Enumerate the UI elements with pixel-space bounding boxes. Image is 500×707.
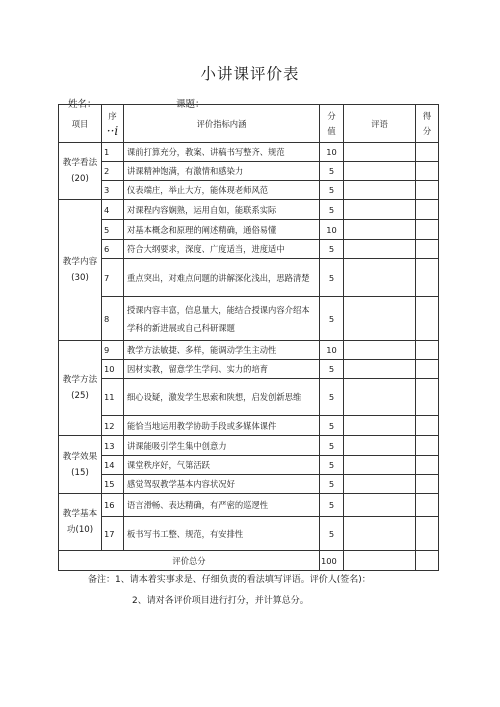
comment-cell[interactable] [344,379,416,416]
table-row [59,143,439,162]
comment-cell[interactable] [344,416,416,436]
header-number-top: 序 [108,110,117,121]
header-score [320,105,344,143]
comment-cell[interactable] [344,297,416,341]
note-1: 备注：1、请本着实事求是、仔细负责的看法填写评语。评价人(签名)： [88,575,371,585]
group-cell [59,143,102,200]
comment-cell[interactable] [344,494,416,517]
table-row [59,416,439,436]
comment-cell[interactable] [344,240,416,259]
total-label: 评价总分 [59,551,320,571]
comment-cell[interactable] [344,360,416,379]
group-cell [59,200,102,341]
row-number: 11 [102,379,124,416]
row-number: 3 [102,181,124,200]
comment-cell[interactable] [344,220,416,240]
row-score: 5 [320,475,344,494]
row-score: 5 [320,494,344,517]
row-indicator: 对课程内容娴熟，运用自如，能联系实际 [124,200,320,220]
comment-cell[interactable] [344,143,416,162]
points-cell[interactable] [416,517,439,551]
table-row [59,240,439,259]
row-score: 10 [320,341,344,360]
group-weight: (15) [71,467,89,478]
row-score: 5 [320,379,344,416]
header-number [102,105,124,143]
group-name: 教学效果 [62,451,98,462]
group-weight: (20) [71,174,89,184]
points-cell[interactable] [416,416,439,436]
comment-cell[interactable] [344,475,416,494]
row-indicator: 因材实教，留意学生学问、实力的培育 [124,360,320,379]
row-indicator: 讲课能吸引学生集中创意力 [124,436,320,456]
comment-cell[interactable] [344,200,416,220]
row-number: 10 [102,360,124,379]
row-score: 5 [320,297,344,341]
topic-label: 课题： [176,99,205,110]
points-cell[interactable] [416,162,439,181]
points-cell[interactable] [416,456,439,475]
points-cell[interactable] [416,360,439,379]
points-cell[interactable] [416,297,439,341]
row-indicator: 课堂秩序好，气第活跃 [124,456,320,475]
total-points-cell[interactable] [416,551,439,571]
form-title: 小讲课评价表 [200,65,300,83]
group-name: 教学方法 [62,375,98,385]
table-row [59,297,439,341]
points-cell[interactable] [416,379,439,416]
header-indicator: 评价指标内涵 [124,105,320,143]
row-score: 5 [320,456,344,475]
evaluation-table [58,104,439,571]
row-indicator: 板书写书工整、规范，有安排性 [124,517,320,551]
table-row [59,220,439,240]
row-indicator: 细心设疑，激发学生思索和陕想，启发创新思维 [124,379,320,416]
row-score: 5 [320,200,344,220]
group-name: 教学看法 [62,158,98,168]
note-2: 2、请对各评价项目进行打分，并计算总分。 [132,596,309,606]
header-score-bottom: 值 [327,125,336,136]
row-indicator: 课前打算充分，教案、讲稿书写整齐、规范 [124,143,320,162]
row-indicator: 讲课精神饱满，有激情和感染力 [124,162,320,181]
header-points-bottom: 分 [422,125,432,136]
name-label: 姓名： [68,99,97,110]
group-cell [59,341,102,436]
row-indicator: 能恰当地运用教学协助手段或多媒体课件 [124,416,320,436]
row-score: 10 [320,143,344,162]
row-score: 5 [320,436,344,456]
points-cell[interactable] [416,475,439,494]
total-row [59,551,439,571]
group-cell [59,494,102,551]
row-number: 12 [102,416,124,436]
table-row [59,494,439,517]
header-row [59,105,439,143]
row-indicator: 授课内容丰富，信息量大，能结合授课内容介绍本学科的新进展或自己科研课题 [124,297,320,341]
row-score: 5 [320,259,344,297]
row-number: 1 [102,143,124,162]
row-indicator: 重点突出，对难点问题的讲解深化浅出，思路清楚 [124,259,320,297]
row-indicator: 语言滑畅、表达精确，有严密的巡逻性 [124,494,320,517]
row-score: 5 [320,416,344,436]
table-row [59,360,439,379]
header-score-top: 分 [327,110,336,121]
row-number: 15 [102,475,124,494]
comment-cell[interactable] [344,436,416,456]
total-score: 100 [320,551,344,571]
row-score: 5 [320,517,344,551]
comment-cell[interactable] [344,341,416,360]
points-cell[interactable] [416,240,439,259]
points-cell[interactable] [416,341,439,360]
row-score: 5 [320,162,344,181]
comment-cell[interactable] [344,259,416,297]
group-name: 教学内容 [62,257,98,267]
points-cell[interactable] [416,200,439,220]
points-cell[interactable] [416,259,439,297]
row-indicator: 仪表端庄，举止大方，能体现老师风范 [124,181,320,200]
table-row [59,517,439,551]
group-weight: (25) [71,391,89,401]
header-number-bottom: ··i [106,123,119,138]
comment-cell[interactable] [344,162,416,181]
points-cell[interactable] [416,436,439,456]
points-cell[interactable] [416,220,439,240]
table-row [59,181,439,200]
group-name: 教学基本功(10) [62,509,98,535]
header-points-top: 得 [422,110,432,121]
row-number: 9 [102,341,124,360]
row-number: 7 [102,259,124,297]
table-row [59,475,439,494]
points-cell[interactable] [416,181,439,200]
row-number: 2 [102,162,124,181]
row-score: 5 [320,360,344,379]
header-comment: 评语 [344,105,416,143]
table-row [59,259,439,297]
table-row [59,162,439,181]
row-number: 13 [102,436,124,456]
row-number: 5 [102,220,124,240]
points-cell[interactable] [416,143,439,162]
row-score: 10 [320,220,344,240]
row-number: 6 [102,240,124,259]
header-item: 项目 [59,105,102,143]
row-number: 16 [102,494,124,517]
table-row [59,341,439,360]
row-indicator: 符合大纲要求，深度、广度适当，进度适中 [124,240,320,259]
row-number: 8 [102,297,124,341]
table-row [59,200,439,220]
row-number: 4 [102,200,124,220]
comment-cell[interactable] [344,517,416,551]
comment-cell[interactable] [344,181,416,200]
row-number: 17 [102,517,124,551]
table-row [59,379,439,416]
group-weight: (30) [71,273,89,283]
row-indicator: 教学方法敏捷、多样，能调动学生主动性 [124,341,320,360]
row-score: 5 [320,240,344,259]
table-row [59,436,439,456]
table-row [59,456,439,475]
row-score: 5 [320,181,344,200]
total-comment-cell[interactable] [344,551,416,571]
row-number: 14 [102,456,124,475]
comment-cell[interactable] [344,456,416,475]
group-cell [59,436,102,494]
row-indicator: 感觉驾驭教学基本内容状况好 [124,475,320,494]
row-indicator: 对基本概念和原理的阐述精确，通俗易懂 [124,220,320,240]
points-cell[interactable] [416,494,439,517]
header-points [416,105,439,143]
